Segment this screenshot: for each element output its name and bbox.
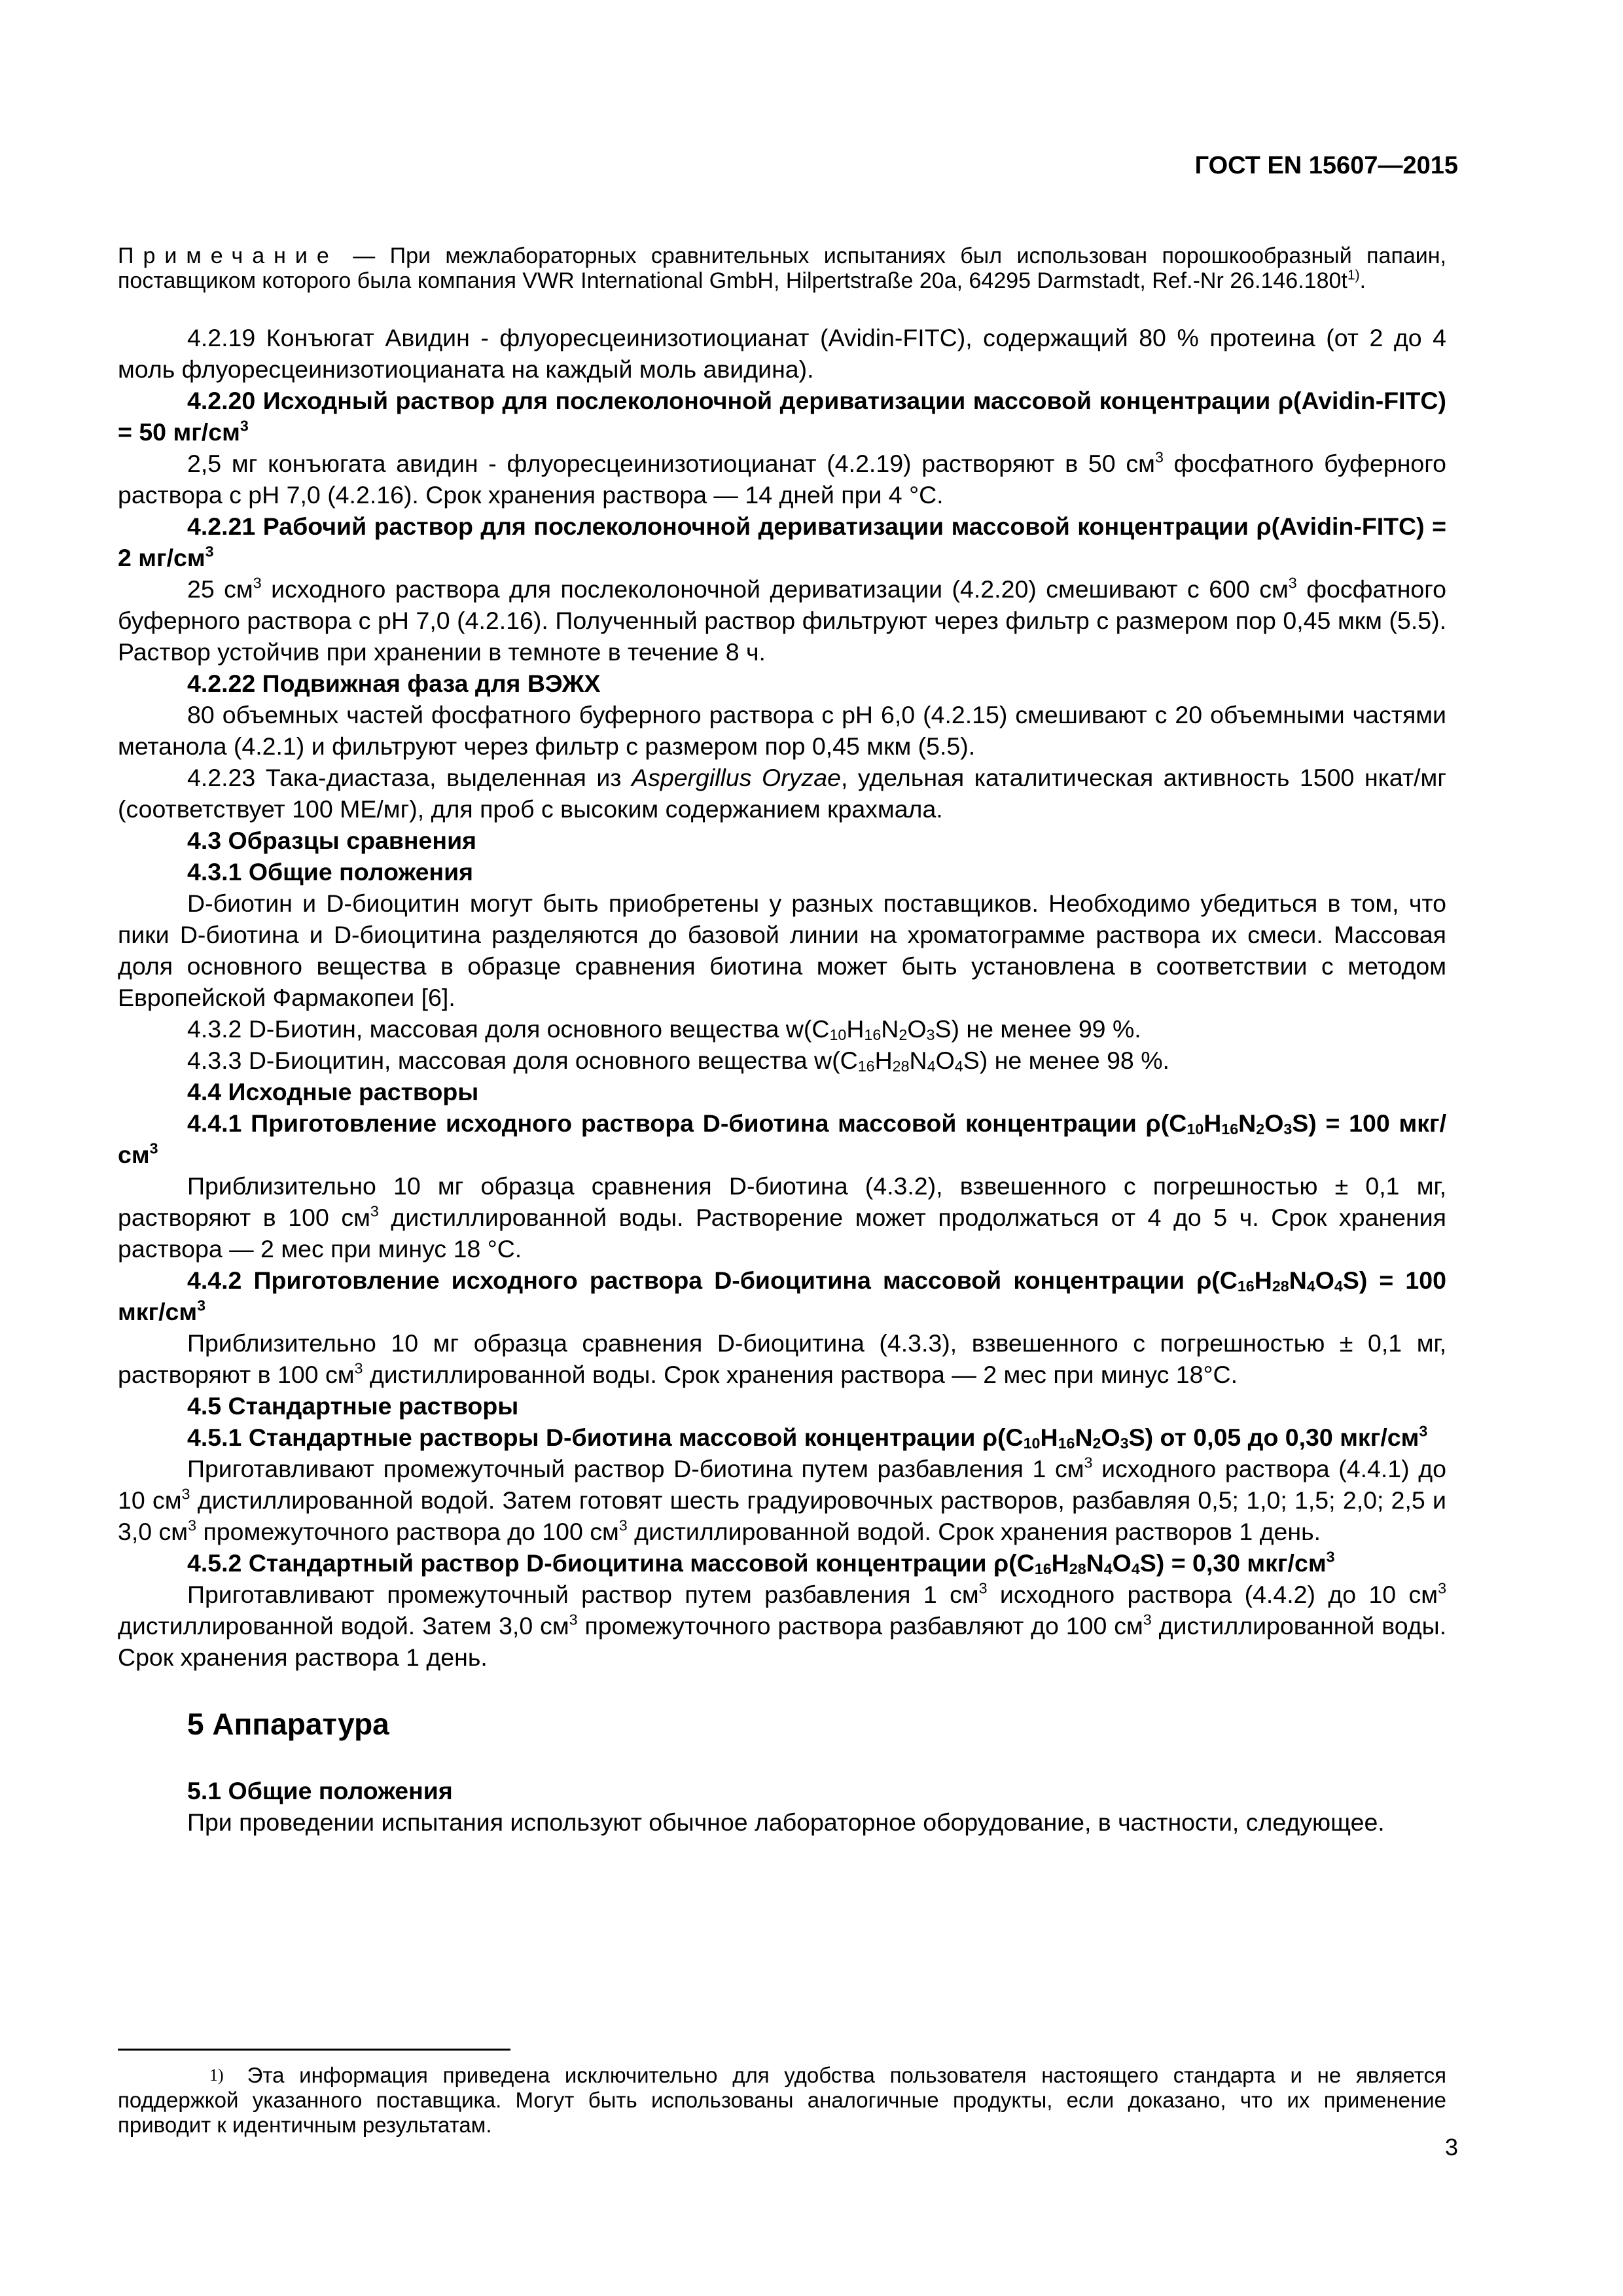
paragraph-4-3-2: 4.3.2 D-Биотин, массовая доля основного вещества $w(C_{10}H_{16}N_2O_3S)$ не менее 99 %.: [187, 1015, 1141, 1044]
paragraph-4-4-2: Приблизительно 10 мг образца сравнения D-биоцитина (4.3.3), взвешенного с погрешностью ± 0,1 мг, растворяют в 100 $см^3$ дистиллированной воды. Срок хранения раствора — 2 мес при минус 18°С.: [118, 1329, 1446, 1388]
page-content: [118, 243, 1446, 1838]
note-text: — При межлабораторных сравнительных испытаниях был использован порошкообразный папаин, поставщиком которого была компания VWR International GmbH, Hilpertstraße 20a, 64295 Darmstadt, Ref.-Nr 26.146.180t: [118, 243, 1446, 293]
heading-4-2-21: 4.2.21 Рабочий раствор для послеколоночной дериватизации массовой концентрации ρ(Avidin-FITC) = 2 $мг/см^3$: [118, 512, 1446, 571]
paragraph-4-4-1: Приблизительно 10 мг образца сравнения D-биотина (4.3.2), взвешенного с погрешностью ± 0,1 мг, растворяют в 100 $см^3$ дистиллированной воды. Растворение может продолжаться от 4 до 5 ч. Срок хранения раствора — 2 мес при минус 18 °С.: [118, 1172, 1446, 1263]
section-5-title: 5 Аппаратура: [187, 1707, 389, 1741]
footnote-mark: 1): [209, 2066, 224, 2085]
footnote-text: Эта информация приведена исключительно для удобства пользователя настоящего стандарта и не является поддержкой указанного поставщика. Могут быть использованы аналогичные продукты, если доказано, что их применение приводит к идентичным результатам.: [118, 2063, 1446, 2137]
footnote: [118, 2063, 1446, 2138]
note: Примечание — При межлабораторных сравнительных испытаниях был использован порошкообразный папаин, поставщиком которого была компания VWR International GmbH, Hilpertstraße 20a, 64295 Darmstadt, Ref.-Nr $26.146.180t^{1)}$.: [118, 243, 1446, 293]
paragraph-4-3-1: D-биотин и D-биоцитин могут быть приобретены у разных поставщиков. Необходимо убедиться в том, что пики D-биотина и D-биоцитина разделяются до базовой линии на хроматограмме раствора их смеси. Массовая доля основного вещества в образце сравнения биотина может быть установлена в соответствии с методом Европейской Фармакопеи [6].: [118, 889, 1446, 1011]
paragraph-4-5-2: Приготавливают промежуточный раствор путем разбавления 1 $см^3$ исходного раствора (4.4.2) до 10 $см^3$ дистиллированной водой. Затем 3,0 $см^3$ промежуточного раствора разбавляют до 100 $см^3$ дистиллированной воды. Срок хранения раствора 1 день.: [118, 1579, 1446, 1671]
paragraph-4-2-20: 2,5 мг конъюгата авидин - флуоресцеинизотиоцианат (4.2.19) растворяют в 50 $см^3$ фосфатного буферного раствора с pH 7,0 (4.2.16). Срок хранения раствора — 14 дней при 4 °С.: [118, 448, 1446, 509]
paragraph-4-2-19: 4.2.19 Конъюгат Авидин - флуоресцеинизотиоцианат (Avidin-FITC), содержащий 80 % протеина (от 2 до 4 моль флуоресцеинизотиоцианата на каждый моль авидина).: [118, 324, 1446, 383]
note-label: Примечание: [118, 243, 338, 268]
paragraph-4-2-23: 4.2.23 Така-диастаза, выделенная из Aspergillus Oryzae, удельная каталитическая активность 1500 нкат/мг (соответствует 100 МЕ/мг), для проб с высоким содержанием крахмала.: [118, 764, 1446, 823]
heading-4-2-22: 4.2.22 Подвижная фаза для ВЭЖХ: [187, 670, 601, 697]
paragraph-4-2-22: 80 объемных частей фосфатного буферного раствора с pH 6,0 (4.2.15) смешивают с 20 объемными частями метанола (4.2.1) и фильтруют через фильтр с размером пор 0,45 мкм (5.5).: [118, 701, 1446, 760]
page-number: 3: [1444, 2134, 1458, 2161]
paragraph-5-1: При проведении испытания используют обычное лабораторное оборудование, в частности, следующее.: [187, 1808, 1385, 1836]
footnote-ref: 1): [1347, 267, 1360, 283]
heading-4-4-2: 4.4.2 Приготовление исходного раствора D-биоцитина массовой концентрации $\rho(C_{16}H_{28}N_4O_4S) = 100$ мкг/$см^3$: [118, 1266, 1446, 1325]
standard-header: ГОСТ EN 15607—2015: [1194, 152, 1458, 179]
heading-4-2-20: 4.2.20 Исходный раствор для послеколоночной дериватизации массовой концентрации ρ(Avidin-FITC) = 50 $мг/см^3$: [118, 387, 1446, 446]
heading-4-5: 4.5 Стандартные растворы: [187, 1392, 519, 1420]
paragraph-4-2-21: 25 $см^3$ исходного раствора для послеколоночной дериватизации (4.2.20) смешивают с 600 $см^3$ фосфатного буферного раствора с pH 7,0 (4.2.16). Полученный раствор фильтруют через фильтр с размером пор 0,45 мкм (5.5). Раствор устойчив при хранении в темноте в течение 8 ч.: [118, 574, 1446, 666]
heading-4-3-1: 4.3.1 Общие положения: [187, 858, 474, 886]
paragraph-4-5-1: Приготавливают промежуточный раствор D-биотина путем разбавления 1 $см^3$ исходного раствора (4.4.1) до 10 $см^3$ дистиллированной водой. Затем готовят шесть градуировочных растворов, разбавляя 0,5; 1,0; 1,5; 2,0; 2,5 и 3,0 $см^3$ промежуточного раствора до 100 $см^3$ дистиллированной водой. Срок хранения растворов 1 день.: [118, 1454, 1446, 1545]
heading-4-5-2: 4.5.2 Стандартный раствор D-биоцитина массовой концентрации $\rho(C_{16}H_{28}N_4O_4S) = 0,30$ мкг/$см^3$: [187, 1548, 1335, 1578]
paragraph-4-3-3: 4.3.3 D-Биоцитин, массовая доля основного вещества $w(C_{16}H_{28}N_4O_4S)$ не менее 98 %.: [187, 1047, 1169, 1075]
heading-4-3: 4.3 Образцы сравнения: [187, 827, 476, 854]
heading-4-4: 4.4 Исходные растворы: [187, 1078, 479, 1105]
heading-5-1: 5.1 Общие положения: [187, 1777, 453, 1804]
heading-4-4-1: 4.4.1 Приготовление исходного раствора D-биотина массовой концентрации $\rho(C_{10}H_{16}N_2O_3S) = 100$ мкг/$см^3$: [118, 1109, 1446, 1168]
footnote-separator: [118, 2049, 510, 2051]
heading-4-5-1: 4.5.1 Стандартные растворы D-биотина массовой концентрации $\rho(C_{10}H_{16}N_2O_3S)$ от 0,05 до 0,30 мкг/$см^3$: [187, 1422, 1428, 1452]
